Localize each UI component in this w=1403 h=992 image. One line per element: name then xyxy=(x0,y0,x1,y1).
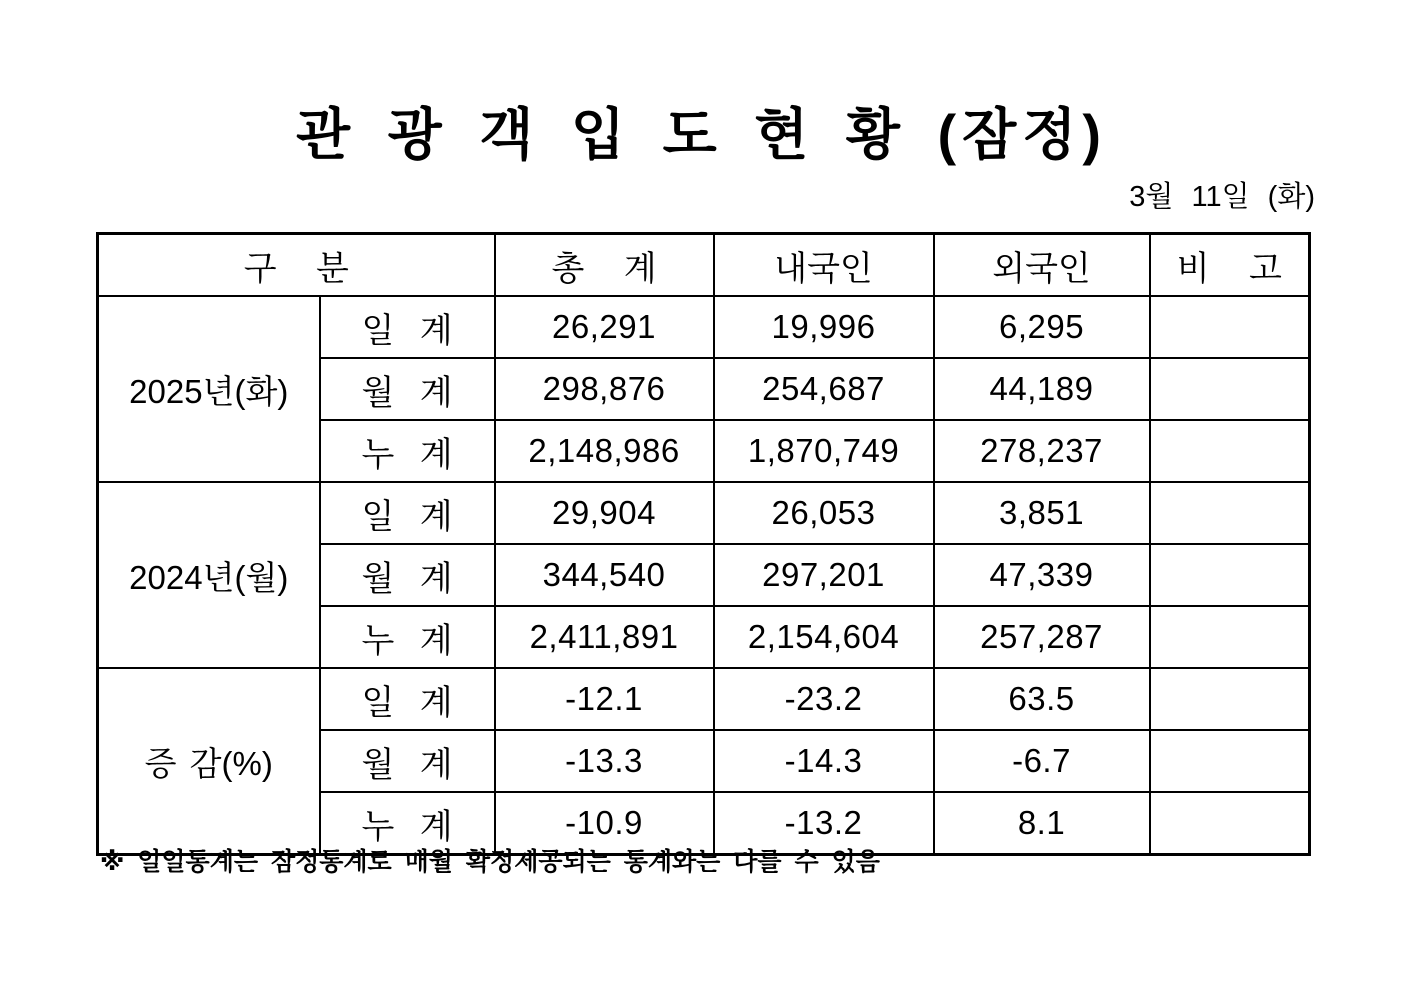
value-domestic: 254,687 xyxy=(714,358,934,420)
value-domestic: -23.2 xyxy=(714,668,934,730)
value-domestic: -14.3 xyxy=(714,730,934,792)
row-label: 월 계 xyxy=(320,358,495,420)
header-total: 총 계 xyxy=(495,234,714,297)
row-label: 월 계 xyxy=(320,544,495,606)
header-note: 비 고 xyxy=(1150,234,1310,297)
value-note xyxy=(1150,792,1310,855)
row-label: 누 계 xyxy=(320,420,495,482)
group-label-2024: 2024년(월) xyxy=(98,482,320,668)
value-domestic: 1,870,749 xyxy=(714,420,934,482)
row-label: 일 계 xyxy=(320,668,495,730)
group-label-2025: 2025년(화) xyxy=(98,296,320,482)
value-foreign: 6,295 xyxy=(934,296,1150,358)
value-note xyxy=(1150,482,1310,544)
value-foreign: 278,237 xyxy=(934,420,1150,482)
value-total: 26,291 xyxy=(495,296,714,358)
table-row xyxy=(98,482,1310,544)
row-label: 월 계 xyxy=(320,730,495,792)
value-domestic: 26,053 xyxy=(714,482,934,544)
value-total: 2,411,891 xyxy=(495,606,714,668)
value-domestic: 19,996 xyxy=(714,296,934,358)
header-row xyxy=(98,234,1310,297)
value-note xyxy=(1150,668,1310,730)
value-total: 29,904 xyxy=(495,482,714,544)
report-date: 3월 11일 (화) xyxy=(1129,181,1315,213)
table-header xyxy=(98,234,1310,297)
row-label: 누 계 xyxy=(320,792,495,855)
value-note xyxy=(1150,358,1310,420)
value-domestic: -13.2 xyxy=(714,792,934,855)
value-note xyxy=(1150,606,1310,668)
value-foreign: 44,189 xyxy=(934,358,1150,420)
value-note xyxy=(1150,296,1310,358)
page-title: 관 광 객 입 도 현 황 (잠정) xyxy=(295,103,1108,166)
value-foreign: -6.7 xyxy=(934,730,1150,792)
value-total: 298,876 xyxy=(495,358,714,420)
value-total: 2,148,986 xyxy=(495,420,714,482)
header-domestic: 내국인 xyxy=(714,234,934,297)
footnote: ※ 일일통계는 잠정통계로 매월 확정제공되는 통계와는 다를 수 있음 xyxy=(100,848,880,876)
value-foreign: 47,339 xyxy=(934,544,1150,606)
table-row xyxy=(98,668,1310,730)
value-total: 344,540 xyxy=(495,544,714,606)
value-total: -13.3 xyxy=(495,730,714,792)
header-foreign: 외국인 xyxy=(934,234,1150,297)
group-label-change: 증 감(%) xyxy=(98,668,320,855)
row-label: 누 계 xyxy=(320,606,495,668)
value-foreign: 257,287 xyxy=(934,606,1150,668)
row-label: 일 계 xyxy=(320,296,495,358)
value-domestic: 2,154,604 xyxy=(714,606,934,668)
table-row xyxy=(98,296,1310,358)
value-total: -10.9 xyxy=(495,792,714,855)
value-foreign: 3,851 xyxy=(934,482,1150,544)
value-total: -12.1 xyxy=(495,668,714,730)
value-foreign: 63.5 xyxy=(934,668,1150,730)
table-body xyxy=(98,296,1310,855)
row-label: 일 계 xyxy=(320,482,495,544)
value-note xyxy=(1150,544,1310,606)
header-category: 구 분 xyxy=(98,234,495,297)
value-domestic: 297,201 xyxy=(714,544,934,606)
value-note xyxy=(1150,730,1310,792)
value-foreign: 8.1 xyxy=(934,792,1150,855)
tourist-arrival-table xyxy=(96,232,1311,856)
value-note xyxy=(1150,420,1310,482)
